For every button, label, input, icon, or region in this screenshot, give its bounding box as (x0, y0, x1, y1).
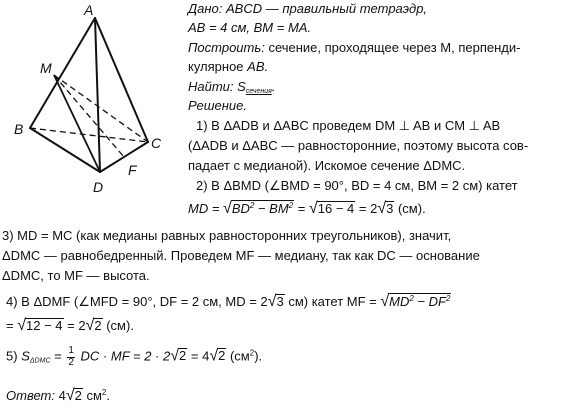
radicand-9: 2 (218, 348, 226, 364)
step5-unit-end: ). (254, 348, 263, 364)
label-f: F (128, 162, 137, 178)
answer-label: Ответ: (6, 388, 55, 403)
edge-ad (95, 18, 100, 172)
radical-sign-10: √ (65, 387, 75, 404)
step3-line-2: ΔDMC — равнобедренный. Проведем MF — медиану, так как DC — основание (2, 248, 480, 263)
step1-line-3: падает с медианой). Искомое сечение ΔDMC. (188, 158, 466, 173)
step2-unit: (см). (397, 201, 426, 216)
radicand-10: 2 (74, 388, 82, 403)
step5-unit: (см (229, 348, 250, 364)
find-s: S (237, 79, 246, 94)
step4-eq-1: = (6, 318, 14, 333)
answer-end: . (106, 388, 110, 403)
construct-line-2 (188, 59, 268, 76)
step5-sub: ΔDMC (29, 357, 51, 365)
given-label: Дано: (188, 1, 223, 16)
step2-eq-2: = (297, 201, 306, 216)
radical-sign-9: √ (209, 347, 219, 365)
construct-label: Построить: (188, 40, 265, 55)
label-b: B (14, 121, 24, 137)
step5-num: 5) (6, 348, 18, 364)
radicand-3: 3 (386, 201, 394, 216)
radical-sign-7: √ (85, 317, 95, 334)
radical-sign-6: √ (17, 317, 26, 334)
radical-sign-2: √ (308, 200, 318, 217)
step2-eq-3: = 2 (358, 201, 378, 216)
label-a: A (84, 2, 94, 18)
step1-line-2: (ΔADB и ΔABC — равносторонние, поэтому высота сов- (188, 138, 529, 153)
radicand-7: 2 (94, 318, 102, 333)
given-line-2: AB = 4 см, BM = MA. (188, 20, 312, 35)
step4-text-2: см) катет MF = (288, 294, 377, 309)
step2-line-1: 2) В ΔBMD (∠BMD = 90°, BD = 4 см, BM = 2 см) катет (196, 178, 518, 193)
step3-line-1: 3) MD = MC (как медианы равных равносторонних треугольников), значит, (2, 228, 452, 243)
solution-label: Решение. (188, 98, 248, 113)
construct-ab: AB. (247, 59, 269, 74)
radical-sign-3: √ (377, 200, 387, 217)
given-text-1: ABCD — правильный тетраэдр, (226, 1, 428, 16)
radicand-8: 2 (179, 348, 187, 364)
step4-eq-2: = 2 (67, 318, 86, 333)
frac-den: 2 (68, 356, 74, 368)
step5-eq: = (54, 348, 62, 364)
step1-line-1: 1) В ΔADB и ΔABC проведем DM ⊥ AB и CM ⊥ AB (196, 118, 501, 133)
answer-line (6, 386, 110, 407)
frac-num: 1 (68, 345, 74, 356)
find-dot: . (271, 79, 276, 94)
step5-line (6, 346, 262, 368)
construct-text-2: кулярное (188, 59, 248, 74)
radicand-5: $MD^2 - DF^2$ (389, 294, 451, 309)
step5-s: S (21, 348, 30, 364)
radicand-6: 12 − 4 (26, 318, 63, 333)
radical-sign-8: √ (170, 347, 180, 365)
find-sub: сечения (245, 88, 272, 95)
answer-unit-sup: 2 (101, 388, 107, 397)
step4-text-1: 4) В ΔDMF (∠MFD = 90°, DF = 2 см, MD = 2 (6, 294, 268, 309)
step5-unit-sup: 2 (249, 348, 255, 358)
tetrahedron-figure (0, 0, 190, 210)
radical-sign-1: √ (223, 200, 232, 217)
label-m: M (40, 60, 52, 76)
radicand-4: 3 (276, 294, 284, 309)
label-d: D (93, 179, 104, 195)
step4-unit: (см). (106, 318, 134, 333)
radicand-1: $BD^2 - BM^2$ (231, 201, 294, 216)
radical-sign-5: √ (380, 293, 390, 310)
step2-line-2 (188, 199, 426, 220)
step4-line-1 (6, 292, 451, 313)
step5-eq-2: = 4 (190, 348, 210, 364)
radical-sign-4: √ (267, 293, 277, 310)
segment-mf (54, 75, 124, 157)
answer-unit: см (86, 388, 102, 403)
fraction-one-half (67, 346, 75, 368)
construct-text-1: сечение, проходящее через M, перпенди- (268, 40, 521, 55)
construct-line-1 (188, 40, 520, 57)
find-label: Найти: (188, 79, 234, 94)
step3-line-3: ΔDMC, то MF — высота. (2, 268, 150, 283)
find-line (188, 79, 275, 96)
answer-value: 4 (58, 388, 66, 403)
step5-mid: DC · MF = 2 · 2 (80, 348, 171, 364)
edge-dc (100, 142, 148, 172)
radicand-2: 16 − 4 (317, 201, 355, 216)
step4-line-2 (6, 316, 134, 337)
given-line-1 (188, 1, 427, 18)
label-c: C (151, 135, 162, 151)
step2-md: MD = (188, 201, 220, 216)
